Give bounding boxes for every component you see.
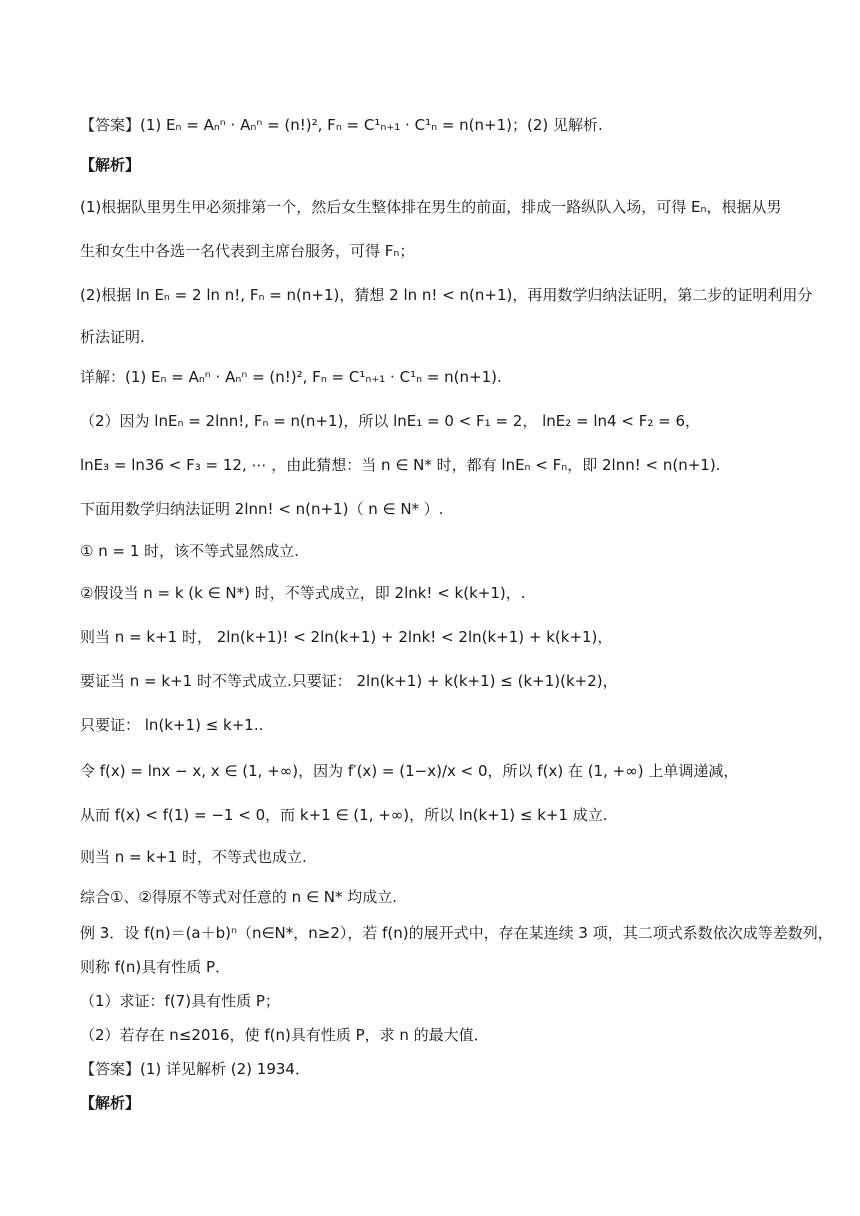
- induction-intro: 下面用数学归纳法证明 2lnn! < n(n+1)（ n ∈ N* ）.: [80, 500, 444, 518]
- analysis-heading-1: 【解析】: [80, 156, 141, 174]
- example-3-question-2: （2）若存在 n≤2016，使 f(n)具有性质 P，求 n 的最大值．: [80, 1026, 489, 1044]
- example-3-line-2: 则称 f(n)具有性质 P．: [80, 958, 231, 976]
- analysis-paragraph-1a: (1)根据队里男生甲必须排第一个，然后女生整体排在男生的前面，排成一路纵队入场，可得 Eₙ，根据从男: [80, 198, 782, 216]
- analysis-paragraph-1b: 生和女生中各选一名代表到主席台服务，可得 Fₙ；: [80, 242, 415, 260]
- example-3-line-1: 例 3．设 f(n)＝(a＋b)ⁿ（n∈N*，n≥2），若 f(n)的展开式中，存在某连续 3 项，其二项式系数依次成等差数列，: [80, 924, 833, 942]
- detail-line-2: （2）因为 lnEₙ = 2lnn!, Fₙ = n(n+1)，所以 lnE₁ = 0 < F₁ = 2， lnE₂ = ln4 < F₂ = 6，: [80, 412, 700, 430]
- answer-line-1: 【答案】(1) Eₙ = Aₙⁿ · Aₙⁿ = (n!)², Fₙ = C¹ₙ₊₁ · C¹ₙ = n(n+1)；(2) 见解析.: [80, 116, 603, 134]
- detail-line-3: lnE₃ = ln36 < F₃ = 12, ⋯ ，由此猜想：当 n ∈ N* 时，都有 lnEₙ < Fₙ，即 2lnn! < n(n+1).: [80, 456, 721, 474]
- analysis-paragraph-2b: 析法证明.: [80, 328, 145, 346]
- analysis-paragraph-2a: (2)根据 ln Eₙ = 2 ln n!, Fₙ = n(n+1)，猜想 2 ln n! < n(n+1)，再用数学归纳法证明，第二步的证明利用分: [80, 286, 813, 304]
- example-3-answer: 【答案】(1) 详见解析 (2) 1934．: [80, 1060, 310, 1078]
- example-3-question-1: （1）求证：f(7)具有性质 P；: [80, 992, 280, 1010]
- induction-step-1: ① n = 1 时，该不等式显然成立.: [80, 542, 299, 560]
- analysis-heading-2: 【解析】: [80, 1094, 141, 1112]
- induction-step-5: 只要证： ln(k+1) ≤ k+1..: [80, 716, 264, 734]
- induction-step-3: 则当 n = k+1 时， 2ln(k+1)! < 2ln(k+1) + 2lnk! < 2ln(k+1) + k(k+1)，: [80, 628, 613, 646]
- induction-step-6: 令 f(x) = lnx − x, x ∈ (1, +∞)，因为 f′(x) = (1−x)/x < 0，所以 f(x) 在 (1, +∞) 上单调递减，: [80, 762, 739, 780]
- detail-line-1: 详解：(1) Eₙ = Aₙⁿ · Aₙⁿ = (n!)², Fₙ = C¹ₙ₊₁ · C¹ₙ = n(n+1).: [80, 368, 502, 386]
- induction-step-4: 要证当 n = k+1 时不等式成立.只要证： 2ln(k+1) + k(k+1) ≤ (k+1)(k+2)，: [80, 672, 618, 690]
- induction-conclusion: 综合①、②得原不等式对任意的 n ∈ N* 均成立.: [80, 888, 398, 906]
- induction-step-7: 从而 f(x) < f(1) = −1 < 0，而 k+1 ∈ (1, +∞)，所以 ln(k+1) ≤ k+1 成立.: [80, 806, 608, 824]
- induction-step-8: 则当 n = k+1 时，不等式也成立.: [80, 848, 307, 866]
- induction-step-2: ②假设当 n = k (k ∈ N*) 时，不等式成立，即 2lnk! < k(k+1)，.: [80, 584, 526, 602]
